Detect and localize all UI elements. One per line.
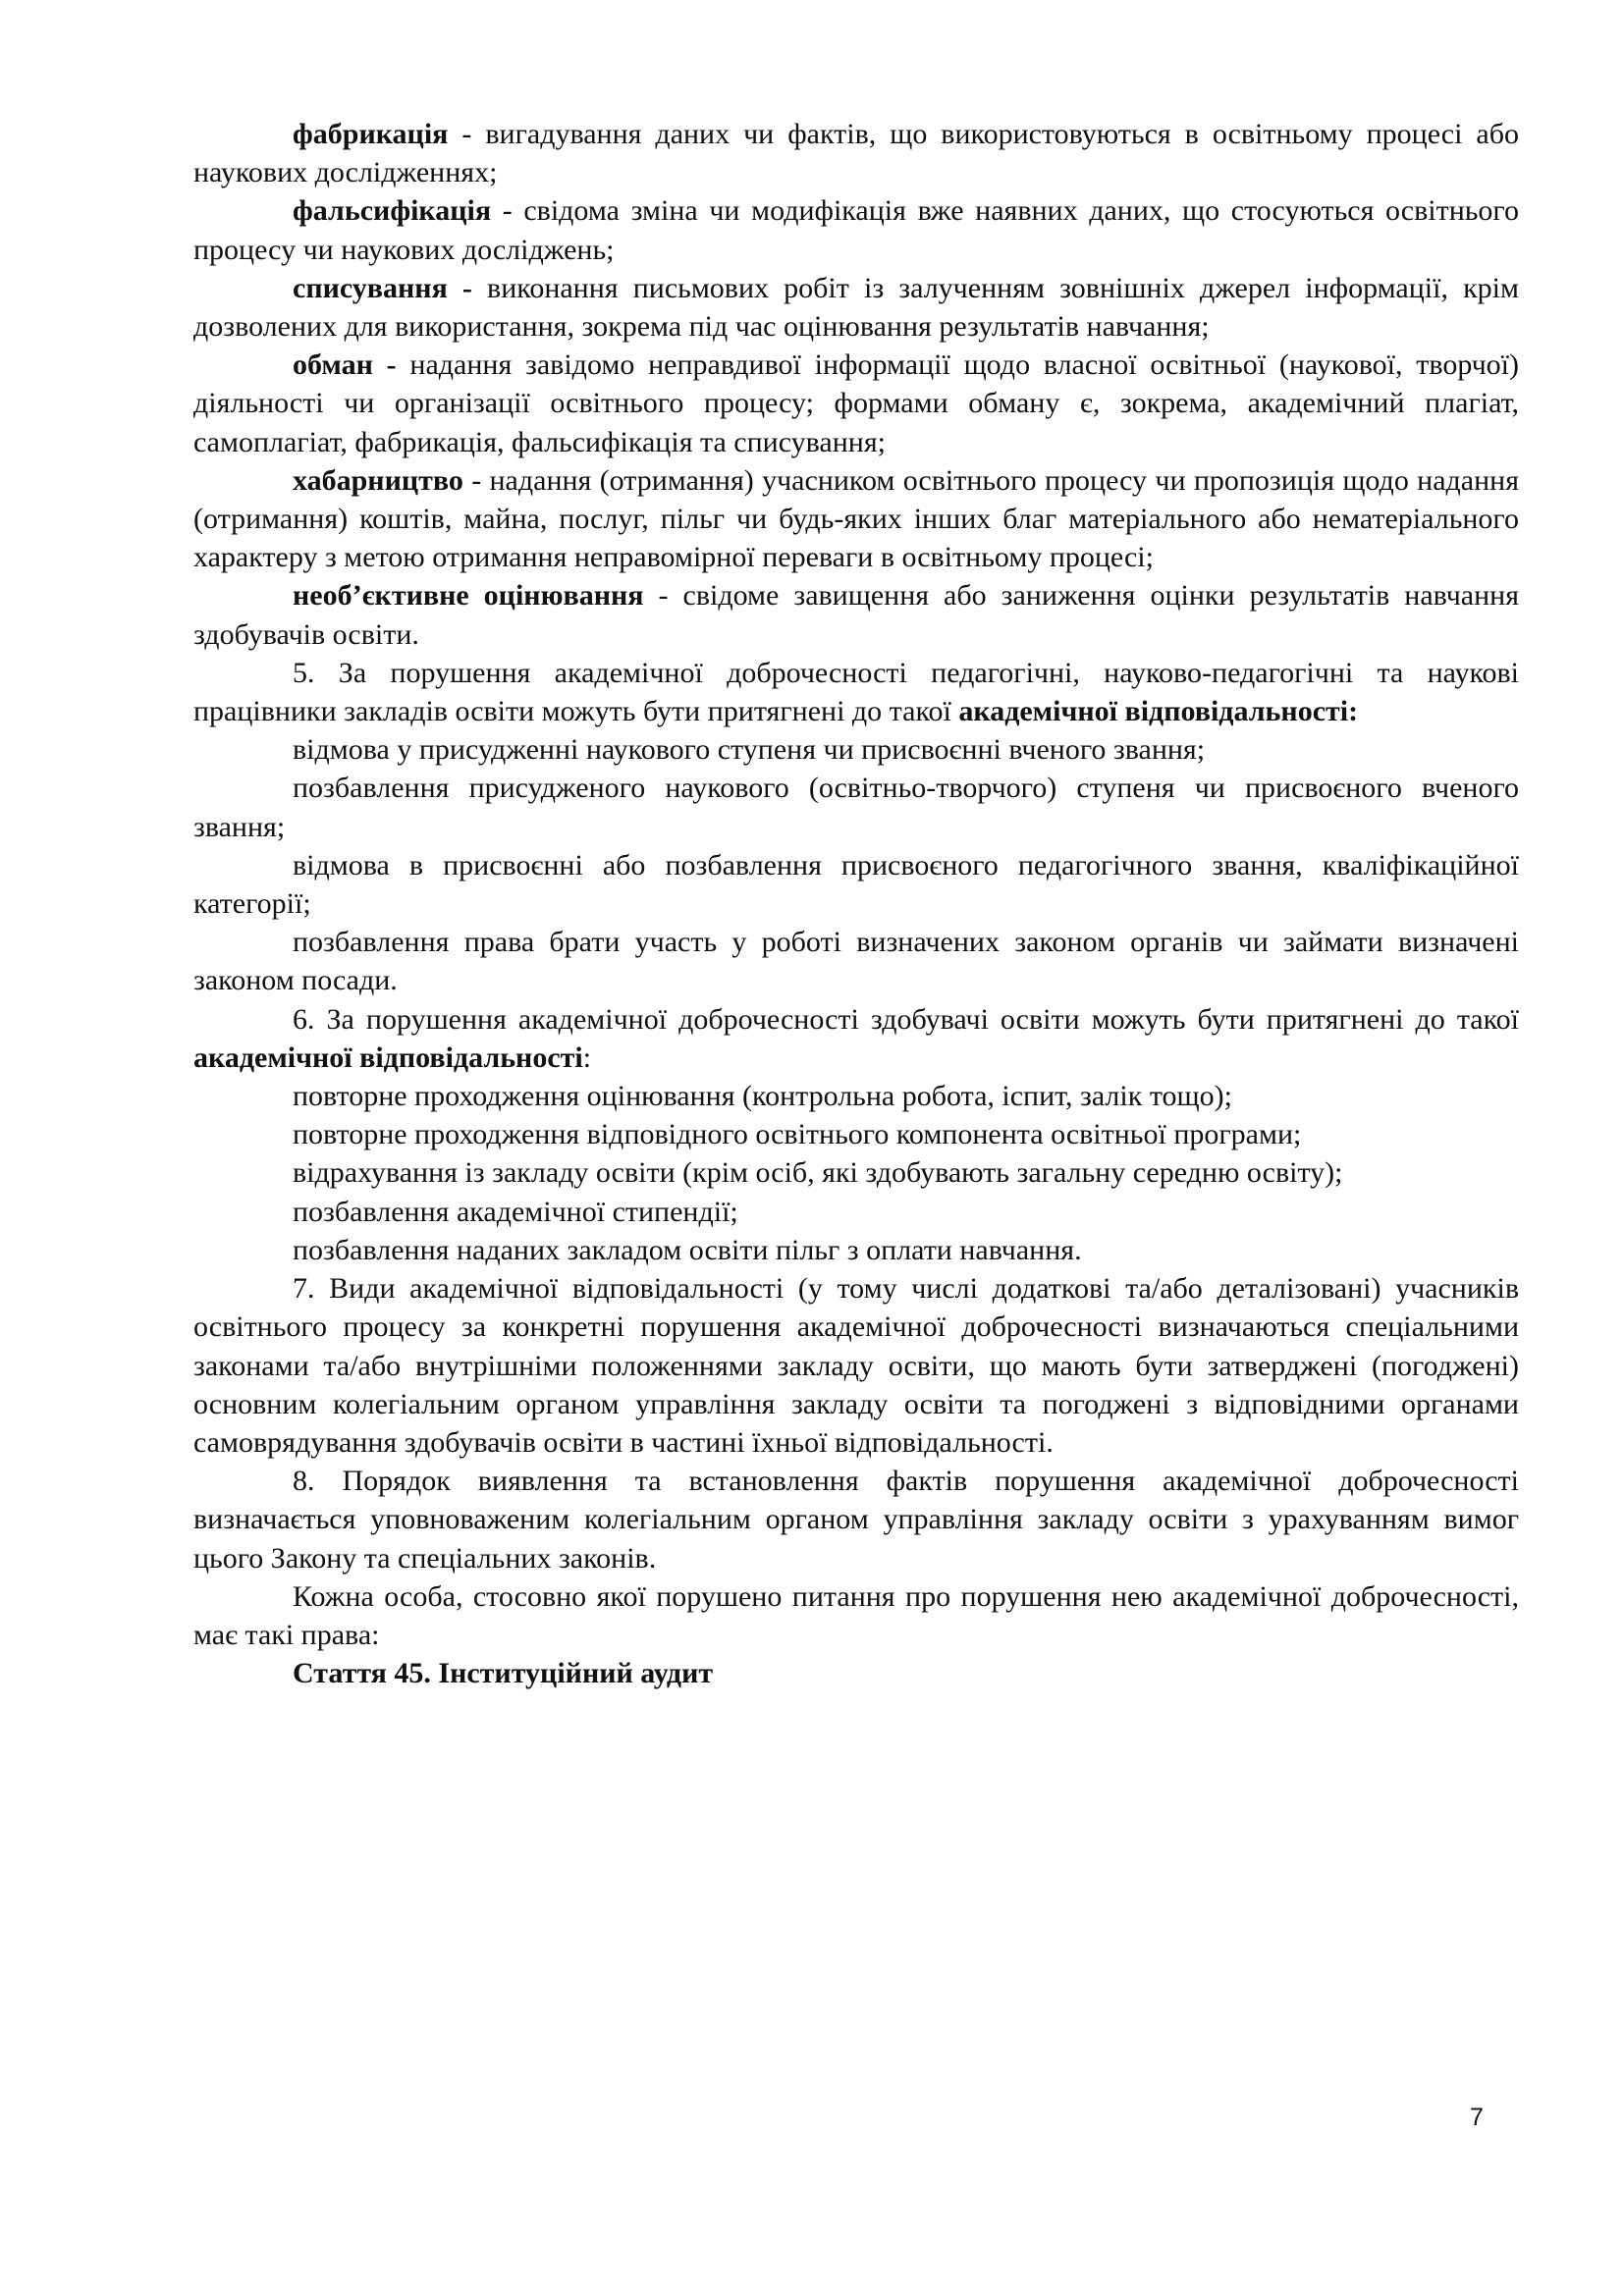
article-heading: Стаття 45. Інституційний аудит bbox=[293, 1657, 714, 1690]
term-cheating: списування - bbox=[293, 271, 472, 304]
list-item: позбавлення академічної стипендії; bbox=[293, 1195, 738, 1228]
definition-cheating: списування - виконання письмових робіт із залученням зовнішніх джерел інформації, крім дозволених для використання, зокрема під час оцінювання результатів навчання; bbox=[193, 271, 1519, 344]
document-page bbox=[193, 115, 1519, 1692]
term-deception: обман - bbox=[293, 348, 397, 382]
definition-biased-assessment: необ’єктивне оцінювання - свідоме завищення або заниження оцінки результатів навчання здобувачів освіти. bbox=[193, 579, 1520, 651]
list-item: повторне проходження відповідного освітнього компонента освітньої програми; bbox=[293, 1118, 1302, 1151]
clause-8: 8. Порядок виявлення та встановлення фактів порушення академічної доброчесності визначається уповноваженим колегіальним органом управління закладу освіти з урахуванням вимог цього Закону та спеціальних законів. bbox=[193, 1465, 1519, 1575]
list-item: позбавлення наданих закладом освіти пільг з оплати навчання. bbox=[293, 1233, 1082, 1266]
term-fabrication: фабрикація bbox=[293, 118, 449, 150]
term-academic-responsibility: академічної відповідальності bbox=[193, 1041, 583, 1074]
page-number: 7 bbox=[1470, 2104, 1484, 2131]
term-bribery: хабарництво bbox=[293, 463, 463, 497]
term-falsification: фальсифікація bbox=[293, 194, 492, 228]
list-item: позбавлення права брати участь у роботі визначених законом органів чи займати визначені законом посади. bbox=[193, 926, 1519, 997]
definition-falsification: фальсифікація - свідома зміна чи модифікація вже наявних даних, що стосуються освітнього процесу чи наукових досліджень; bbox=[193, 194, 1519, 266]
rights-intro: Кожна особа, стосовно якої порушено питання про порушення нею академічної доброчесності, має такі права: bbox=[193, 1579, 1519, 1651]
term-academic-responsibility: академічної відповідальності: bbox=[958, 695, 1359, 728]
list-item: відмова у присудженні наукового ступеня чи присвоєнні вченого звання; bbox=[293, 733, 1206, 767]
list-item: відмова в присвоєнні або позбавлення присвоєного педагогічного звання, кваліфікаційної категорії; bbox=[193, 848, 1519, 921]
definition-deception: обман - надання завідомо неправдивої інформації щодо власної освітньої (наукової, творчої) діяльності чи організації освітнього процесу; формами обману є, зокрема, академічний плагіат, самоплагіат, фабрикація, фальсифікація та списування; bbox=[193, 348, 1519, 458]
list-item: позбавлення присудженого наукового (освітньо-творчого) ступеня чи присвоєного вченого звання; bbox=[193, 772, 1519, 843]
clause-5: 5. За порушення академічної доброчесності педагогічні, науково-педагогічні та наукові працівники закладів освіти можуть бути притягнені до такої академічної відповідальності: bbox=[193, 656, 1519, 728]
list-item: відрахування із закладу освіти (крім осіб, які здобувають загальну середню освіту); bbox=[293, 1156, 1343, 1190]
definition-fabrication: фабрикація - вигадування даних чи фактів, що використовуються в освітньому процесі або наукових дослідженнях; bbox=[193, 118, 1519, 189]
clause-7: 7. Види академічної відповідальності (у тому числі додаткові та/або деталізовані) учасників освітнього процесу за конкретні порушення академічної доброчесності визначаються спеціальними законами та/або внутрішніми положеннями закладу освіти, що мають бути затверджені (погоджені) основним колегіальним органом управління закладу освіти та погоджені з відповідними органами самоврядування здобувачів освіти в частині їхньої відповідальності. bbox=[193, 1272, 1519, 1459]
list-item: повторне проходження оцінювання (контрольна робота, іспит, залік тощо); bbox=[293, 1080, 1232, 1113]
term-biased-assessment: необ’єктивне оцінювання bbox=[293, 579, 644, 613]
clause-6: 6. За порушення академічної доброчесності здобувачі освіти можуть бути притягнені до такої академічної відповідальності: bbox=[193, 1002, 1519, 1074]
definition-bribery: хабарництво - надання (отримання) учасником освітнього процесу чи пропозиція щодо надання (отримання) коштів, майна, послуг, пільг чи будь-яких інших благ матеріального або нематеріального характеру з метою отримання неправомірної переваги в освітньому процесі; bbox=[193, 463, 1519, 574]
